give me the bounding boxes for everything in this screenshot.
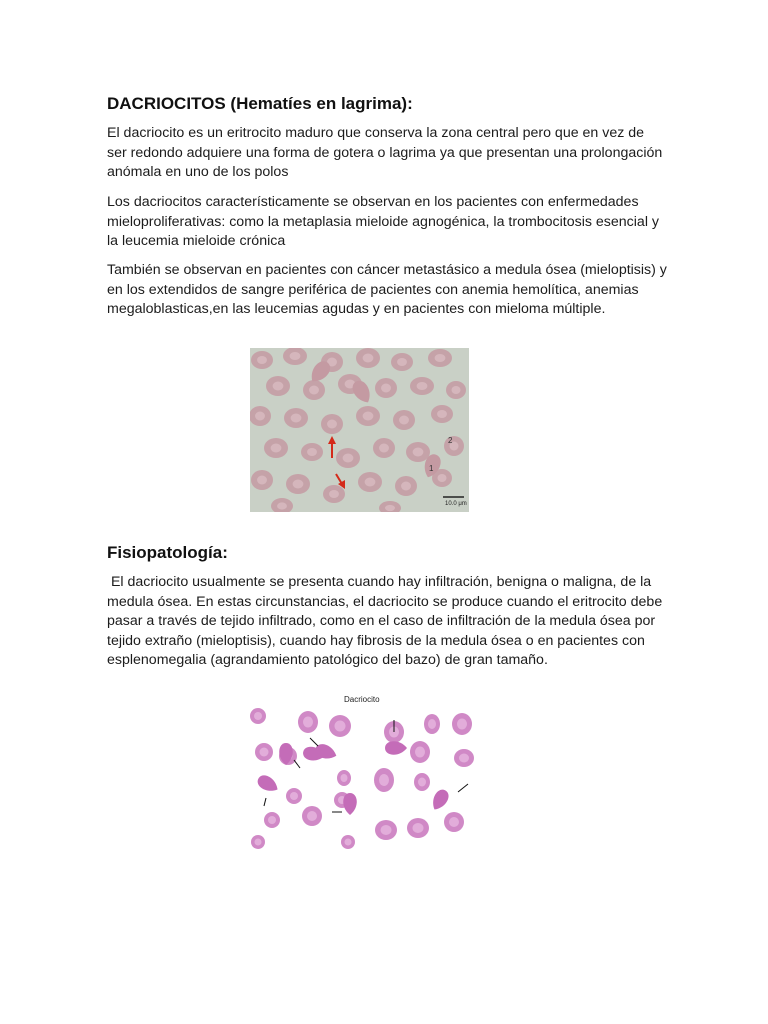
dacrocyte-illustration [244, 692, 484, 858]
rbc-pallor [343, 454, 354, 463]
rbc-pallor [277, 502, 287, 509]
rbc-pallor [271, 444, 282, 453]
cell-pallor [307, 811, 317, 821]
cell-pallor [418, 778, 426, 787]
rbc-pallor [273, 382, 284, 391]
rbc-pallor [309, 386, 319, 395]
cell-pallor [459, 754, 469, 763]
cell-pallor [457, 719, 467, 730]
illustration-drawing [244, 692, 484, 858]
rbc-pallor [307, 448, 317, 456]
section-heading-fisiopatologia: Fisiopatología: [107, 543, 228, 562]
rbc-pallor [291, 414, 302, 423]
cell-pallor [413, 823, 424, 833]
paragraph-myeloproliferative: Los dacriocitos característicamente se observan en los pacientes con enfermedades mieloproliferativas: como la metaplasia mieloide agnogénica, la trombocitosis esencial y la leucemia mieloide crónica [107, 194, 660, 249]
section-heading-dacriocitos: DACRIOCITOS (Hematíes en lagrima): [107, 94, 413, 113]
scale-bar-label: 10.0 μm [445, 501, 467, 507]
paragraph-other-conditions: También se observan en pacientes con cáncer metastásico a medula ósea (mieloptisis) y en los extendidos de sangre periférica de pacientes con anemia hemolítica, anemias megaloblasticas,en las leucemias agudas y en pacientes con mieloma múltiple. [107, 262, 667, 317]
rbc-pallor [438, 474, 447, 482]
paragraph-definition: El dacriocito es un eritrocito maduro que conserva la zona central pero que en vez de ser redondo adquiere una forma de gotera o lagrima ya que presentan una prolongación anómala en uno de los polos [107, 125, 663, 180]
cell-pallor [415, 747, 425, 758]
cell-pallor [335, 721, 346, 732]
cell-pallor [303, 717, 313, 728]
cell-pallor [341, 774, 348, 782]
paragraph-pathophysiology: El dacriocito usualmente se presenta cuando hay infiltración, benigna o maligna, de la medula ósea. En estas circunstancias, el dacriocito se produce cuando el eritrocito debe pasar a través de tejido infiltrado, como en el caso de infiltración de la medula ósea por tejido extraño (mieloptisis), cuando hay fibrosis de la medula ósea o en pacientes con esplenomegalia (agrandamiento patológico del bazo) de gran tamaño. [107, 574, 667, 668]
cell-pallor [268, 816, 276, 824]
rbc-pallor [329, 490, 339, 498]
rbc-pallor [452, 386, 461, 394]
rbc-pallor [327, 420, 337, 429]
cell-pallor [381, 825, 392, 835]
rbc-pallor [381, 384, 391, 393]
rbc-pallor [365, 478, 376, 487]
cell-pallor [255, 839, 262, 846]
illustration-background [244, 692, 484, 858]
rbc-pallor [363, 412, 374, 421]
cell-pallor [428, 719, 436, 729]
cell-pallor [449, 817, 459, 827]
rbc-pallor [385, 505, 395, 511]
figure-label-2: 2 [448, 436, 453, 445]
rbc-pallor [397, 358, 407, 366]
cell-pallor [379, 774, 389, 786]
illustration-title: Dacriocito [344, 695, 380, 704]
cell-pallor [345, 839, 352, 846]
rbc-pallor [257, 476, 267, 485]
rbc-pallor [417, 382, 428, 390]
rbc-pallor [379, 444, 389, 453]
rbc-pallor [413, 448, 424, 457]
cell-pallor [260, 748, 269, 757]
blood-smear-micrograph [250, 348, 469, 512]
rbc-pallor [435, 354, 446, 362]
rbc-pallor [255, 412, 265, 421]
rbc-pallor [293, 480, 304, 489]
rbc-pallor [290, 352, 301, 360]
cell-pallor [254, 712, 262, 720]
rbc-pallor [363, 354, 374, 363]
rbc-pallor [401, 482, 411, 491]
micrograph-background [250, 348, 469, 512]
rbc-pallor [437, 410, 447, 418]
cell-pallor [290, 792, 298, 800]
rbc-pallor [399, 416, 409, 425]
rbc-pallor [257, 356, 267, 364]
figure-label-1: 1 [429, 464, 434, 473]
micrograph-drawing [250, 348, 469, 512]
